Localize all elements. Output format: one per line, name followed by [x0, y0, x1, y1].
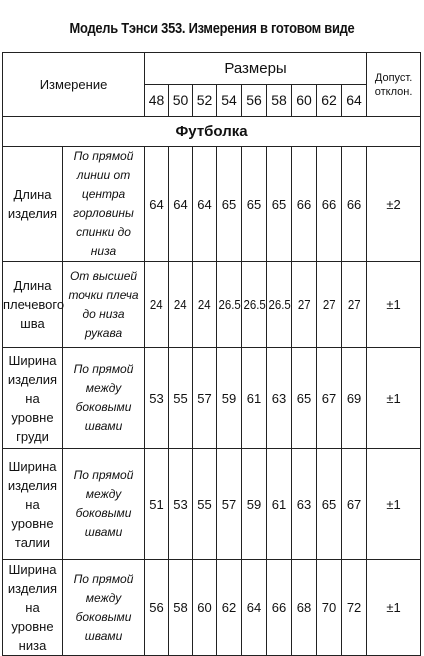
size-cell: 58 [267, 85, 292, 117]
value-cell: 66 [342, 147, 367, 262]
value-cell: 56 [145, 560, 169, 656]
size-cell: 62 [317, 85, 342, 117]
value-cell: 59 [217, 348, 242, 449]
value-cell: 72 [342, 560, 367, 656]
size-cell: 48 [145, 85, 169, 117]
row-name: Ширина изделия на уровне талии [3, 449, 63, 560]
row-method: По прямой между боковыми швами [63, 348, 145, 449]
row-method: По прямой линии от центра горловины спинки до низа [63, 147, 145, 262]
value-cell: 53 [145, 348, 169, 449]
row-method: От высшей точки плеча до низа рукава [63, 262, 145, 348]
value-cell: 64 [145, 147, 169, 262]
sizes-header: Размеры [145, 53, 367, 85]
value-cell: 27 [342, 262, 367, 348]
value-cell: 57 [193, 348, 217, 449]
value-cell: 26.5 [217, 262, 242, 348]
table-row [3, 348, 421, 449]
tolerance-header: Допуст. отклон. [367, 53, 421, 117]
value-cell: 60 [193, 560, 217, 656]
size-cell: 54 [217, 85, 242, 117]
table-row [3, 449, 421, 560]
size-cell: 50 [169, 85, 193, 117]
tolerance-cell: ±1 [367, 348, 421, 449]
row-name: Ширина изделия на уровне низа [3, 560, 63, 656]
value-cell: 65 [217, 147, 242, 262]
value-cell: 68 [292, 560, 317, 656]
value-cell: 26.5 [267, 262, 292, 348]
value-cell: 24 [193, 262, 217, 348]
value-cell: 65 [317, 449, 342, 560]
value-cell: 65 [267, 147, 292, 262]
value-cell: 65 [292, 348, 317, 449]
value-cell: 58 [169, 560, 193, 656]
value-cell: 64 [242, 560, 267, 656]
size-cell: 52 [193, 85, 217, 117]
value-cell: 27 [292, 262, 317, 348]
value-cell: 26.5 [242, 262, 267, 348]
value-cell: 62 [217, 560, 242, 656]
size-cell: 64 [342, 85, 367, 117]
table-row [3, 560, 421, 656]
value-cell: 27 [317, 262, 342, 348]
tolerance-cell: ±2 [367, 147, 421, 262]
tolerance-cell: ±1 [367, 560, 421, 656]
value-cell: 61 [242, 348, 267, 449]
size-cell: 56 [242, 85, 267, 117]
row-name: Ширина изделия на уровне груди [3, 348, 63, 449]
value-cell: 24 [145, 262, 169, 348]
value-cell: 66 [292, 147, 317, 262]
value-cell: 63 [292, 449, 317, 560]
tolerance-cell: ±1 [367, 449, 421, 560]
value-cell: 66 [317, 147, 342, 262]
value-cell: 63 [267, 348, 292, 449]
value-cell: 51 [145, 449, 169, 560]
value-cell: 70 [317, 560, 342, 656]
row-method: По прямой между боковыми швами [63, 560, 145, 656]
value-cell: 66 [267, 560, 292, 656]
value-cell: 64 [169, 147, 193, 262]
row-name: Длина изделия [3, 147, 63, 262]
page-title: Модель Тэнси 353. Измерения в готовом виде [69, 20, 355, 37]
row-name: Длина плечевого шва [3, 262, 63, 348]
value-cell: 64 [193, 147, 217, 262]
value-cell: 53 [169, 449, 193, 560]
measurements-table [2, 52, 421, 656]
value-cell: 55 [193, 449, 217, 560]
row-method: По прямой между боковыми швами [63, 449, 145, 560]
value-cell: 61 [267, 449, 292, 560]
section-title: Футболка [3, 117, 421, 147]
measurement-header: Измерение [3, 53, 145, 117]
value-cell: 65 [242, 147, 267, 262]
table-row [3, 147, 421, 262]
table-row [3, 262, 421, 348]
value-cell: 24 [169, 262, 193, 348]
value-cell: 59 [242, 449, 267, 560]
value-cell: 67 [342, 449, 367, 560]
value-cell: 55 [169, 348, 193, 449]
tolerance-cell: ±1 [367, 262, 421, 348]
value-cell: 69 [342, 348, 367, 449]
size-cell: 60 [292, 85, 317, 117]
value-cell: 67 [317, 348, 342, 449]
value-cell: 57 [217, 449, 242, 560]
